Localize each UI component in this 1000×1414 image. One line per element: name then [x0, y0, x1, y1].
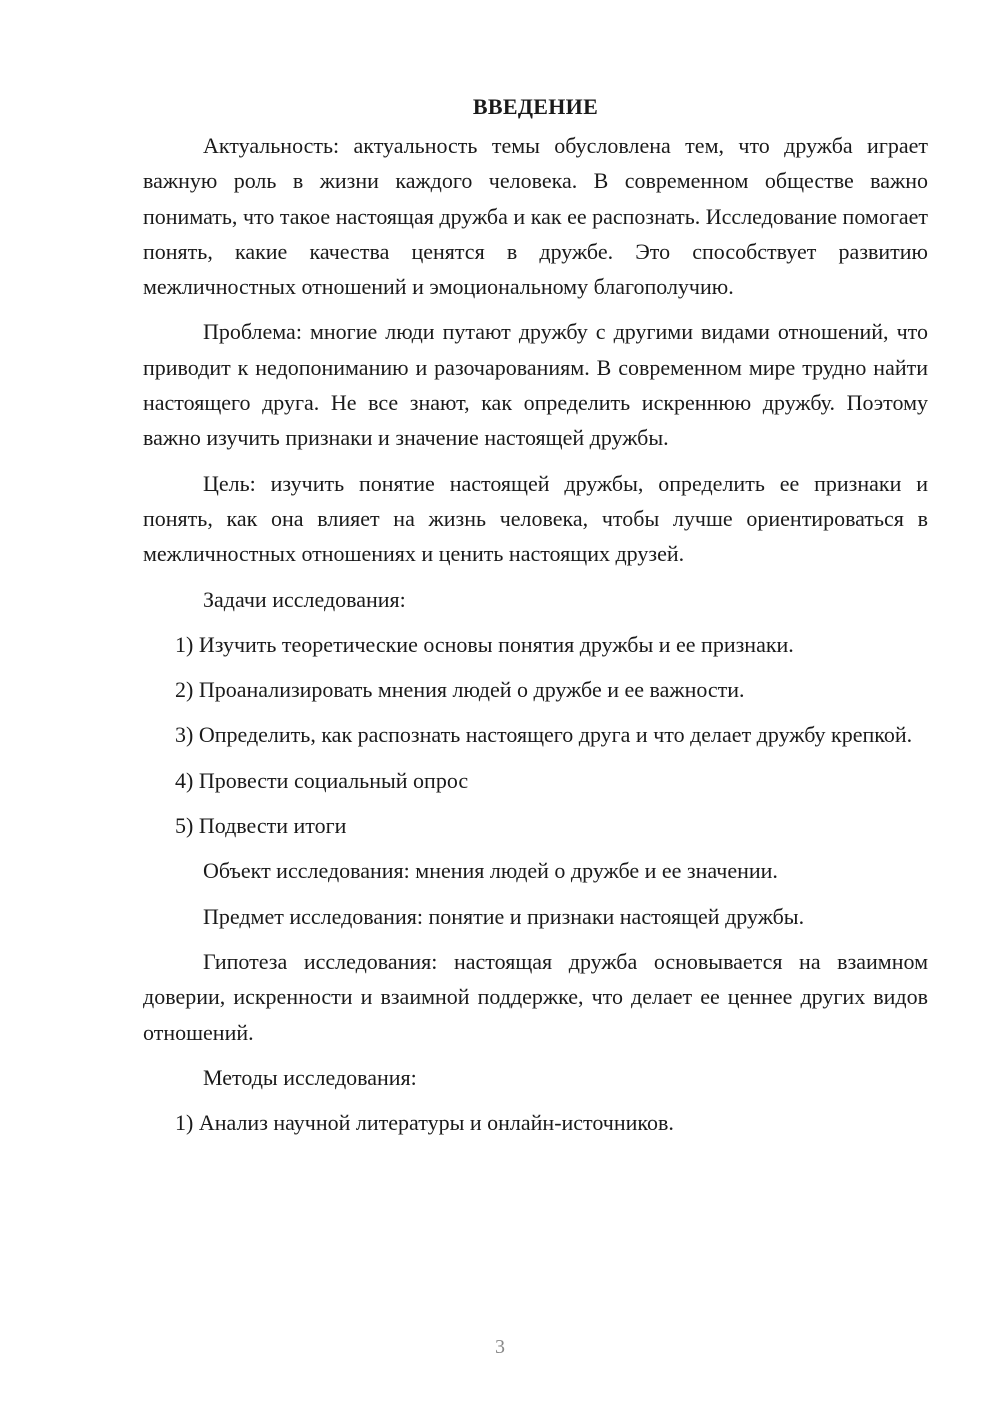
section-title: ВВЕДЕНИЕ: [472, 94, 599, 119]
relevance-paragraph: Актуальность: актуальность темы обусловлена тем, что дружба играет важную роль в жизни каждого человека. В современном обществе важно понимать, что такое настоящая дружба и как ее распознать. Исследование помогает понять, какие качества ценятся в дружбе. Это способствует развитию межличностных отношений и эмоциональному благополучию.: [143, 133, 928, 300]
object-paragraph: Объект исследования: мнения людей о дружбе и ее значении.: [203, 858, 778, 884]
subject-paragraph: Предмет исследования: понятие и признаки настоящей дружбы.: [203, 903, 805, 929]
task-item-5: 5) Подвести итоги: [175, 813, 347, 839]
task-item-2: 2) Проанализировать мнения людей о дружбе и ее важности.: [175, 677, 745, 703]
hypothesis-paragraph: Гипотеза исследования: настоящая дружба основывается на взаимном доверии, искренности и взаимной поддержке, что делает ее ценнее других видов отношений.: [143, 948, 928, 1045]
document-page: [143, 92, 928, 1150]
task-item-3: 3) Определить, как распознать настоящего друга и что делает дружбу крепкой.: [175, 722, 913, 748]
goal-paragraph: Цель: изучить понятие настоящей дружбы, определить ее признаки и понять, как она влияет на жизнь человека, чтобы лучше ориентироваться в межличностных отношениях и ценить настоящих друзей.: [143, 470, 928, 567]
task-item-1: 1) Изучить теоретические основы понятия дружбы и ее признаки.: [175, 631, 794, 657]
method-item-1: 1) Анализ научной литературы и онлайн-источников.: [175, 1110, 674, 1136]
problem-paragraph: Проблема: многие люди путают дружбу с другими видами отношений, что приводит к недопониманию и разочарованиям. В современном мире трудно найти настоящего друга. Не все знают, как определить искреннюю дружбу. Поэтому важно изучить признаки и значение настоящей дружбы.: [143, 319, 928, 451]
methods-heading: Методы исследования:: [203, 1064, 417, 1090]
task-item-4: 4) Провести социальный опрос: [175, 767, 469, 793]
page-number: 3: [495, 1336, 505, 1358]
tasks-heading: Задачи исследования:: [203, 586, 406, 612]
